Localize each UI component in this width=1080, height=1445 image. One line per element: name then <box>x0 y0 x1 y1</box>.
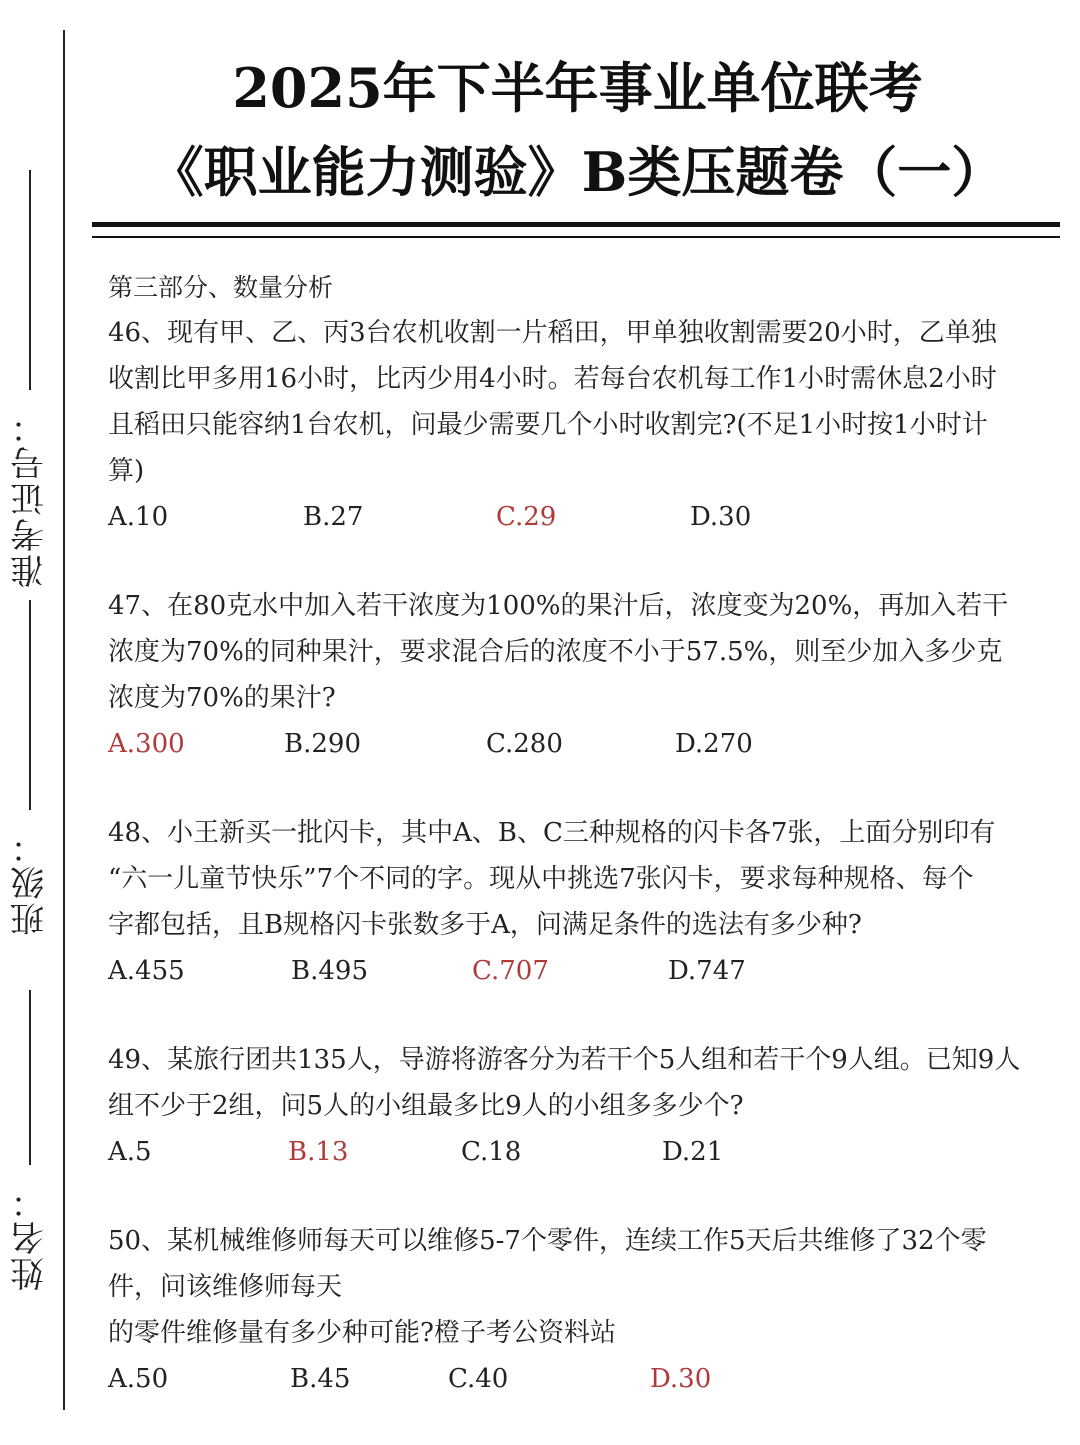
option-b: B.495 <box>291 956 368 986</box>
question-line: 算) <box>108 456 145 486</box>
question-49 <box>108 1037 1038 1175</box>
options-row <box>108 948 1038 994</box>
question-line: 50、某机械维修师每天可以维修5-7个零件，连续工作5天后共维修了32个零 <box>108 1226 987 1256</box>
options-row <box>108 1129 1038 1175</box>
option-b: B.290 <box>284 729 361 759</box>
option-c: C.18 <box>461 1137 522 1167</box>
page-title-line1: 2025年下半年事业单位联考 <box>232 56 923 120</box>
question-line: 的零件维修量有多少种可能?橙子考公资料站 <box>108 1318 616 1348</box>
question-line: 49、某旅行团共135人，导游将游客分为若干个5人组和若干个9人组。已知9人 <box>108 1045 1021 1075</box>
question-line: 收割比甲多用16小时，比丙少用4小时。若每台农机每工作1小时需休息2小时 <box>108 364 997 394</box>
option-d: D.21 <box>662 1137 724 1167</box>
name-field <box>8 990 52 1291</box>
question-50 <box>108 1218 1038 1402</box>
name-label: 姓名： <box>10 1183 51 1291</box>
question-line: 浓度为70%的果汁? <box>108 683 336 713</box>
option-b: B.45 <box>290 1364 351 1394</box>
option-a: A.5 <box>108 1137 152 1167</box>
question-48 <box>108 810 1038 994</box>
option-d: D.747 <box>668 956 746 986</box>
title-rule-thick <box>92 222 1060 227</box>
question-line: 且稻田只能容纳1台农机，问最少需要几个小时收割完?(不足1小时按1小时计 <box>108 410 988 440</box>
exam-id-field <box>8 170 52 588</box>
title-rule-thin <box>92 236 1060 238</box>
question-line: 浓度为70%的同种果汁，要求混合后的浓度不小于57.5%，则至少加入多少克 <box>108 637 1003 667</box>
options-row <box>108 494 1038 540</box>
option-a: A.10 <box>108 502 169 532</box>
option-c: C.40 <box>448 1364 509 1394</box>
class-label: 班级： <box>10 828 51 936</box>
exam-id-blank <box>29 170 31 390</box>
question-47 <box>108 583 1038 767</box>
question-content <box>108 266 1038 1445</box>
question-line: 件，问该维修师每天 <box>108 1272 343 1302</box>
option-a: A.50 <box>108 1364 169 1394</box>
class-field <box>8 600 52 936</box>
question-line: 字都包括，且B规格闪卡张数多于A，问满足条件的选法有多少种? <box>108 910 862 940</box>
option-a: A.300 <box>108 729 185 759</box>
class-blank <box>29 600 31 810</box>
option-d: D.30 <box>650 1364 712 1394</box>
question-line: 组不少于2组，问5人的小组最多比9人的小组多多少个? <box>108 1091 744 1121</box>
option-b: B.13 <box>288 1137 349 1167</box>
option-a: A.455 <box>108 956 185 986</box>
section-title: 第三部分、数量分析 <box>108 273 334 302</box>
page-title-line2: 《职业能力测验》B类压题卷（一） <box>149 140 1006 204</box>
question-line: 48、小王新买一批闪卡，其中A、B、C三种规格的闪卡各7张，上面分别印有 <box>108 818 996 848</box>
option-c: C.707 <box>472 956 549 986</box>
question-line: 46、现有甲、乙、丙3台农机收割一片稻田，甲单独收割需要20小时，乙单独 <box>108 318 997 348</box>
name-blank <box>29 990 31 1165</box>
option-c: C.280 <box>486 729 563 759</box>
option-c: C.29 <box>496 502 557 532</box>
option-d: D.270 <box>675 729 753 759</box>
option-d: D.30 <box>690 502 752 532</box>
options-row <box>108 721 1038 767</box>
question-line: 47、在80克水中加入若干浓度为100%的果汁后，浓度变为20%，再加入若干 <box>108 591 1009 621</box>
binding-line <box>63 30 65 1410</box>
question-46 <box>108 310 1038 540</box>
question-line: “六一儿童节快乐”7个不同的字。现从中挑选7张闪卡，要求每种规格、每个 <box>108 864 974 894</box>
exam-id-label: 准考证号： <box>10 408 51 588</box>
option-b: B.27 <box>303 502 364 532</box>
options-row <box>108 1356 1038 1402</box>
